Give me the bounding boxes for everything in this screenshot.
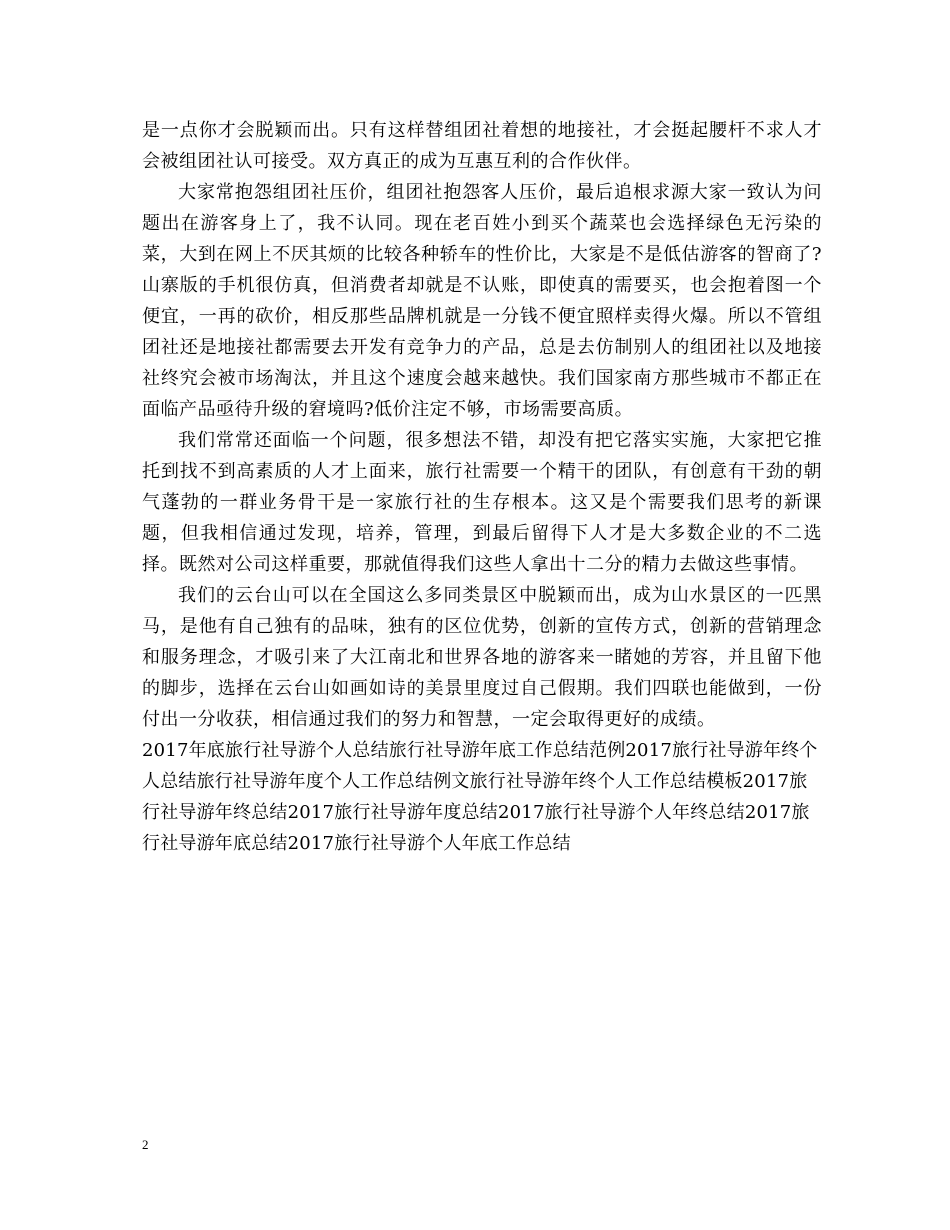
paragraph-pricing: 大家常抱怨组团社压价，组团社抱怨客人压价，最后追根求源大家一致认为问题出在游客身上了，我不认同。现在老百姓小到买个蔬菜也会选择绿色无污染的菜，大到在网上不厌其烦的比较各种轿车的性价比，大家是不是低估游客的智商了?山寨版的手机很仿真，但消费者却就是不认账，即使真的需要买，也会抱着图一个便宜，一再的砍价，相反那些品牌机就是一分钱不便宜照样卖得火爆。所以不管组团社还是地接社都需要去开发有竞争力的产品，总是去仿制别人的组团社以及地接社终究会被市场淘汰，并且这个速度会越来越快。我们国家南方那些城市不都正在面临产品亟待升级的窘境吗?低价注定不够，市场需要高质。 [142, 182, 822, 420]
paragraph-continuation: 是一点你才会脱颖而出。只有这样替组团社着想的地接社，才会挺起腰杆不求人才会被组团社认可接受。双方真正的成为互惠互利的合作伙伴。 [142, 120, 822, 172]
paragraph-talent: 我们常常还面临一个问题，很多想法不错，却没有把它落实实施，大家把它推托到找不到高素质的人才上面来，旅行社需要一个精干的团队，有创意有干劲的朝气蓬勃的一群业务骨干是一家旅行社的生存根本。这又是个需要我们思考的新课题，但我相信通过发现，培养，管理，到最后留得下人才是大多数企业的不二选择。既然对公司这样重要，那就值得我们这些人拿出十二分的精力去做这些事情。 [142, 430, 822, 575]
related-titles: 2017年底旅行社导游个人总结旅行社导游年底工作总结范例2017旅行社导游年终个人总结旅行社导游年度个人工作总结例文旅行社导游年终个人工作总结模板2017旅行社导游年终总结2017旅行社导游年度总结2017旅行社导游个人年终总结2017旅行社导游年底总结2017旅行社导游个人年底工作总结 [142, 740, 818, 854]
page-number: 2 [142, 1137, 149, 1152]
paragraph-yuntaishan: 我们的云台山可以在全国这么多同类景区中脱颖而出，成为山水景区的一匹黑马，是他有自己独有的品味，独有的区位优势，创新的宣传方式，创新的营销理念和服务理念，才吸引来了大江南北和世界各地的游客来一睹她的芳容，并且留下他的脚步，选择在云台山如画如诗的美景里度过自己假期。我们四联也能做到，一份付出一分收获，相信通过我们的努力和智慧，一定会取得更好的成绩。 [142, 585, 822, 730]
document-body [142, 115, 822, 859]
